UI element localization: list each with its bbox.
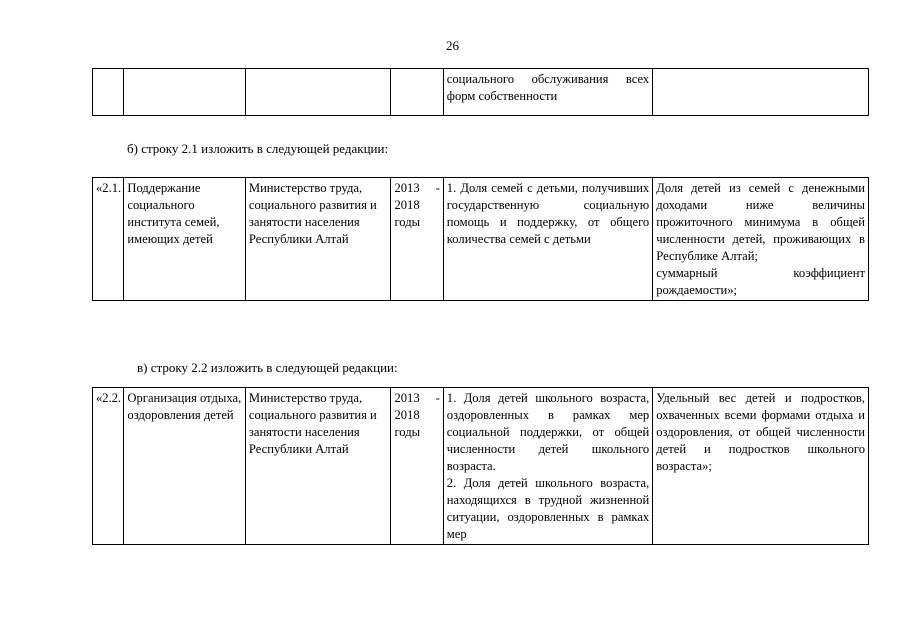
effect-line: Доля детей из семей с денежными доходами ниже величины прожиточного минимума в общей численности детей, проживающих в Республике Алтай; xyxy=(656,181,865,263)
table-row xyxy=(93,69,869,116)
cell-years: 2013 - 2018 годы xyxy=(391,388,443,545)
cell-indicator xyxy=(443,388,652,545)
table-row xyxy=(93,178,869,301)
cell-executor: Министерство труда, социального развития и занятости населения Республики Алтай xyxy=(245,178,391,301)
instruction-row-2-2: в) строку 2.2 изложить в следующей редакции: xyxy=(137,360,398,375)
cell-effect xyxy=(653,178,869,301)
indicator-line: 2. Доля детей школьного возраста, находящихся в трудной жизненной ситуации, оздоровленных в рамках мер xyxy=(446,476,650,541)
cell-number xyxy=(93,69,124,116)
cell-years xyxy=(391,69,443,116)
continuation-table xyxy=(92,68,869,116)
cell-indicator: социального обслуживания всех форм собственности xyxy=(443,69,652,116)
cell-effect: Удельный вес детей и подростков, охваченных всеми формами отдыха и оздоровления, от общей численности детей и подростков школьного возраста»; xyxy=(653,388,869,545)
row-2-2-table xyxy=(92,387,869,545)
cell-executor: Министерство труда, социального развития и занятости населения Республики Алтай xyxy=(245,388,391,545)
indicator-line: 1. Доля детей школьного возраста, оздоровленных в рамках мер социальной поддержки, от общей численности детей школьного возраста. xyxy=(446,391,650,473)
cell-years: 2013 - 2018 годы xyxy=(391,178,443,301)
instruction-row-2-1: б) строку 2.1 изложить в следующей редакции: xyxy=(127,141,389,156)
cell-name: Поддержание социального института семей, имеющих детей xyxy=(124,178,245,301)
cell-executor xyxy=(245,69,391,116)
cell-number: «2.2. xyxy=(93,388,124,545)
cell-name: Организация отдыха, оздоровления детей xyxy=(124,388,245,545)
cell-name xyxy=(124,69,245,116)
cell-indicator: 1. Доля семей с детьми, получивших государственную социальную помощь и поддержку, от общего количества семей с детьми xyxy=(443,178,652,301)
page-number: 26 xyxy=(446,38,459,53)
effect-line: суммарный коэффициент рождаемости»; xyxy=(656,266,865,297)
cell-effect xyxy=(653,69,869,116)
row-2-1-table xyxy=(92,177,869,301)
cell-number: «2.1. xyxy=(93,178,124,301)
table-row xyxy=(93,388,869,545)
